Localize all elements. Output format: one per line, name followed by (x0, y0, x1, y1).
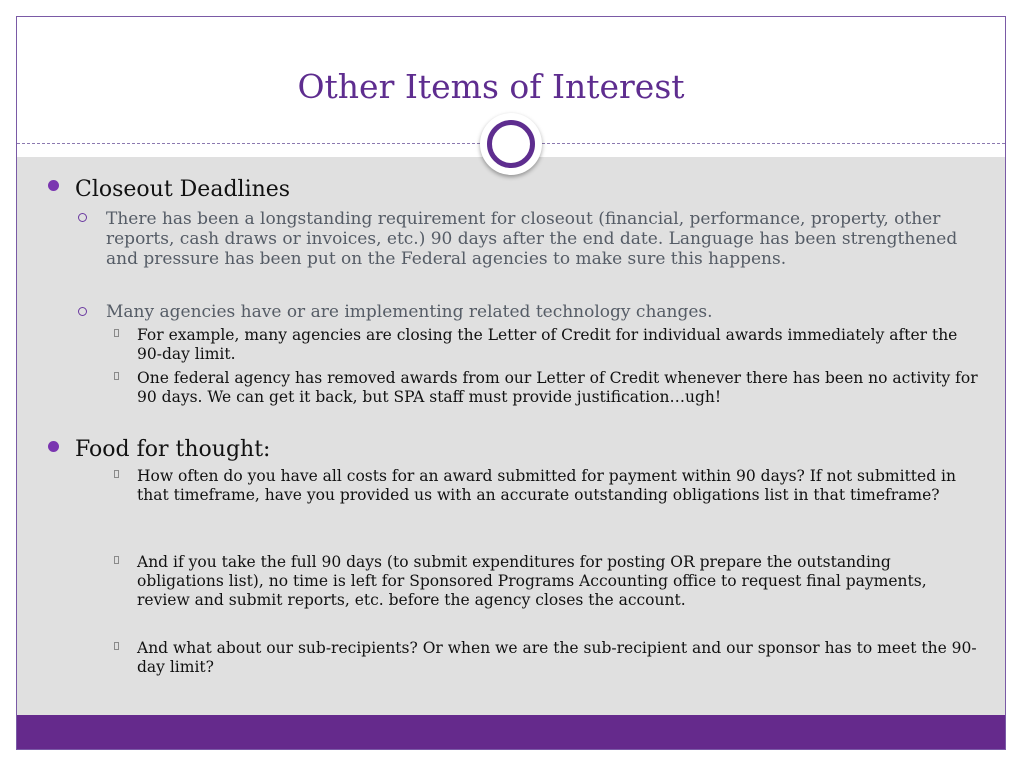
filled-circle-bullet-icon (48, 180, 59, 191)
filled-circle-bullet-icon (48, 441, 59, 452)
footer-accent-bar (17, 715, 1005, 749)
square-bullet-icon (114, 329, 119, 337)
detail-letter-of-credit-closing: For example, many agencies are closing the Letter of Credit for individual awards immediately after the 90-day limit. (137, 326, 958, 363)
square-bullet-icon (114, 470, 119, 478)
square-bullet-icon (114, 642, 119, 650)
detail-costs-within-90-days: How often do you have all costs for an award submitted for payment within 90 days? If not submitted in that timeframe, have you provided us with an accurate outstanding obligations list in that timeframe? (137, 467, 956, 504)
sub-item-closeout-requirement: There has been a longstanding requirement for closeout (financial, performance, property, other reports, cash draws or invoices, etc.) 90 days after the end date. Language has been strengthened and pressure has been put on the Federal agencies to make sure this happens. (106, 209, 958, 269)
hollow-circle-bullet-icon (78, 307, 87, 316)
detail-full-90-days: And if you take the full 90 days (to submit expenditures for posting OR prepare the outstanding obligations list), no time is left for Sponsored Programs Accounting office to request final payments, review and submit reports, etc. before the agency closes the account. (137, 553, 927, 609)
decorative-ring-icon (480, 113, 542, 175)
square-bullet-icon (114, 372, 119, 380)
section-heading-food-for-thought: Food for thought: (75, 437, 271, 462)
section-heading-closeout: Closeout Deadlines (75, 177, 291, 202)
slide-title: Other Items of Interest (297, 67, 685, 106)
slide (16, 16, 1006, 750)
square-bullet-icon (114, 556, 119, 564)
detail-sub-recipients: And what about our sub-recipients? Or when we are the sub-recipient and our sponsor has to meet the 90-day limit? (137, 639, 977, 676)
detail-federal-agency-removal: One federal agency has removed awards from our Letter of Credit whenever there has been no activity for 90 days. We can get it back, but SPA staff must provide justification…ugh! (137, 369, 978, 406)
hollow-circle-bullet-icon (78, 213, 87, 222)
sub-item-technology-changes: Many agencies have or are implementing related technology changes. (106, 302, 713, 322)
